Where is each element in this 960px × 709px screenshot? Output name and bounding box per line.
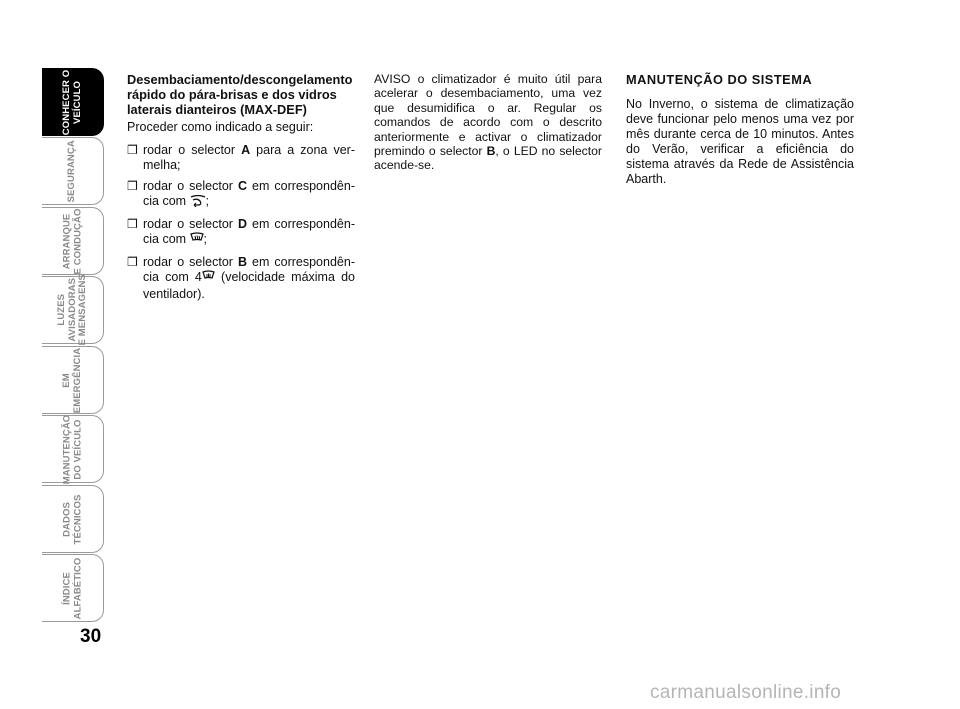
bullet: ❒	[127, 143, 138, 157]
step-text: (velocidade máxima do ventilador).	[143, 270, 355, 301]
tab-conhecer-o-veiculo[interactable]	[42, 68, 104, 136]
tab-luzes-avisadoras[interactable]	[42, 276, 104, 344]
tab-label: EM EMERGÊNCIA	[61, 347, 83, 413]
section-title: MANUTENÇÃO DO SISTEMA	[626, 72, 813, 87]
step-text: rodar o selector	[143, 217, 238, 231]
warning-text: , o LED no selector acende-se.	[374, 144, 602, 173]
list-item	[127, 179, 355, 211]
fan-speed-icon	[202, 270, 215, 287]
selector-key: A	[241, 143, 251, 157]
bullet: ❒	[127, 179, 138, 193]
section-heading: Desembaciamento/descongelamento rápido do pára-brisas e dos vidros laterais dianteiros (MAX-DEF)	[127, 72, 353, 117]
tab-manutencao-do-veiculo[interactable]	[42, 415, 104, 483]
step-text: ;	[203, 232, 208, 246]
bullet: ❒	[127, 217, 138, 231]
tab-label: CONHECER O VEÍCULO	[61, 69, 83, 135]
tab-arranque-e-conducao[interactable]	[42, 207, 104, 275]
tab-label: SEGURANÇA	[66, 139, 78, 203]
windscreen-air-icon	[190, 195, 206, 211]
steps-list	[127, 143, 355, 302]
tab-label: ARRANQUE E CONDUÇÃO	[61, 208, 83, 274]
selector-key: B	[237, 255, 247, 269]
tab-label: MANUTENÇÃO DO VEÍCULO	[61, 414, 83, 484]
warning-paragraph	[374, 72, 602, 173]
tab-indice-alfabetico[interactable]	[42, 554, 104, 622]
warning-text: AVISO o climatizador é muito útil para acelerar o desembaciamento, uma vez que desumidifica o ar. Regular os comandos de acordo com o descrito anteriormente e activar o climatizador premindo o selector	[374, 72, 602, 159]
column-maintenance	[626, 72, 854, 195]
step-text: rodar o selector	[143, 255, 238, 269]
tab-seguranca[interactable]	[42, 137, 104, 205]
step-text: em correspondência com	[143, 179, 355, 208]
tab-dados-tecnicos[interactable]	[42, 485, 104, 553]
step-text: em correspondência com 4	[143, 255, 355, 284]
selector-key: C	[237, 179, 247, 193]
tab-label: ÍNDICE ALFABÉTICO	[61, 557, 83, 619]
page-number: 30	[80, 626, 102, 647]
selector-key: D	[237, 217, 247, 231]
tab-label: DADOS TÉCNICOS	[60, 494, 83, 544]
list-item	[127, 143, 355, 173]
step-text: rodar o selector	[143, 143, 242, 157]
tab-label: LUZES AVISADORAS E MENSAGENS	[55, 274, 88, 346]
watermark: carmanualsonline.info	[650, 682, 842, 703]
step-text: ;	[205, 194, 210, 208]
bullet: ❒	[127, 255, 138, 269]
column-aviso	[374, 72, 602, 173]
list-item	[127, 255, 355, 302]
step-text: em correspondência com	[143, 217, 355, 246]
defrost-icon	[190, 232, 204, 249]
step-text: para a zona vermelha;	[143, 143, 355, 172]
selector-key: B	[486, 144, 496, 159]
step-text: rodar o selector	[143, 179, 238, 193]
list-item	[127, 217, 355, 249]
intro-text: Proceder como indicado a seguir:	[127, 120, 314, 134]
tab-em-emergencia[interactable]	[42, 346, 104, 414]
maintenance-text: No Inverno, o sistema de climatização deve funcionar pelo menos uma vez por mês durante cerca de 10 minutos. Antes do Verão, verificar a eficiência do sistema através da Rede de Assistência Abarth.	[626, 97, 854, 186]
column-max-def	[127, 72, 355, 308]
